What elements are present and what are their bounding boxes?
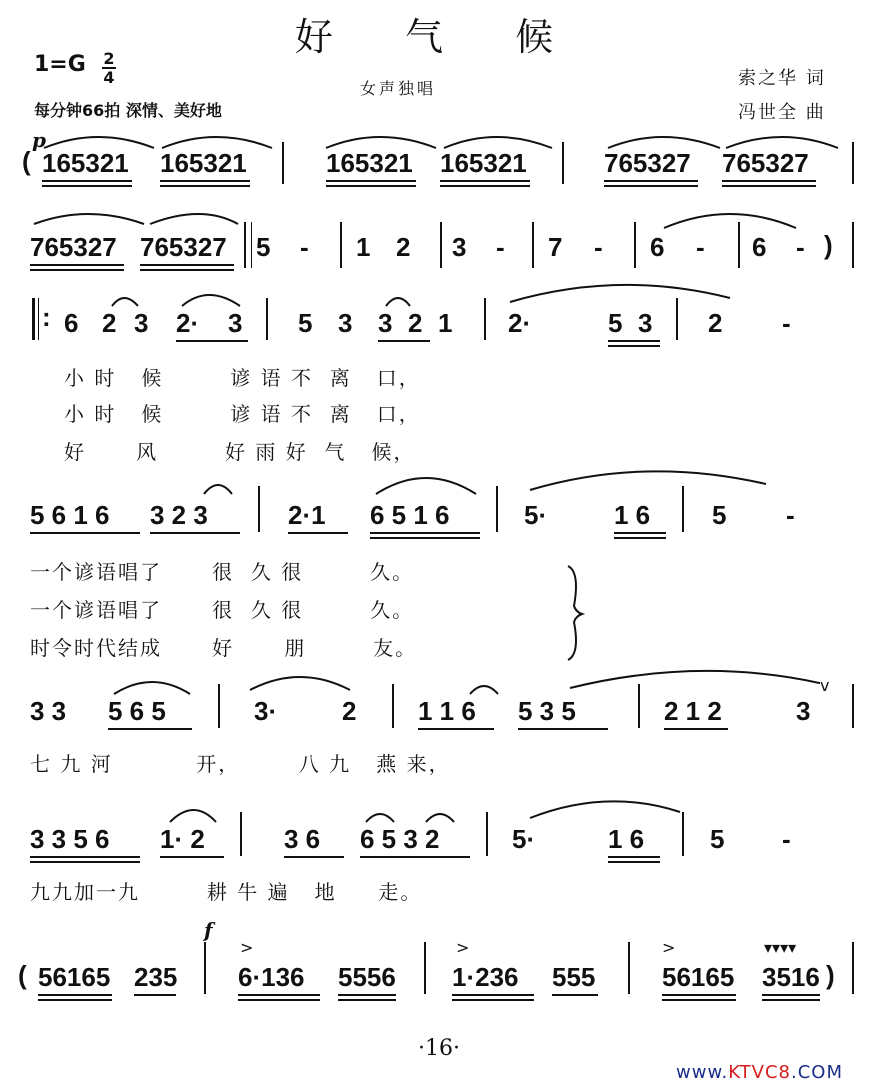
lyric-line: 小 时 候 谚 语 不 离 口， — [64, 402, 421, 426]
lyricist: 索之华 词 — [738, 68, 826, 89]
note-group: 165321 — [42, 148, 129, 178]
lyric-line: 一个谚语唱了 很 久 很 久。 — [30, 560, 415, 584]
note-group: 765327 — [604, 148, 691, 178]
note-group: 165321 — [326, 148, 413, 178]
lyric-line: 小 时 候 谚 语 不 离 口， — [64, 366, 421, 390]
composer: 冯世全 曲 — [738, 102, 826, 123]
dynamic-piano: p — [32, 128, 46, 152]
time-signature-top: 2 — [103, 49, 115, 68]
time-signature — [102, 50, 116, 86]
note-group: 765327 — [30, 232, 117, 262]
dynamic-forte: f — [204, 918, 213, 942]
lyric-line: 好 风 好 雨 好 气 候， — [64, 440, 416, 464]
slurs — [40, 126, 878, 152]
repeat-brace — [560, 562, 590, 662]
lyric-line: 七 九 河 开， 八 九 燕 来， — [30, 752, 451, 776]
tempo-marking: 每分钟66拍 深情、美好地 — [34, 101, 222, 120]
lyric-line: 时令时代结成 好 朋 友。 — [30, 636, 418, 660]
note-group: 765327 — [722, 148, 809, 178]
time-signature-bottom: 4 — [103, 68, 115, 87]
watermark: www.KTVC8.COM — [676, 1062, 843, 1083]
lyric-line: 九九加一九 耕 牛 遍 地 走。 — [30, 880, 423, 904]
key-signature: 1=G — [34, 52, 86, 77]
note-group: 765327 — [140, 232, 227, 262]
paren-open: ( — [22, 146, 31, 176]
note-group: 165321 — [160, 148, 247, 178]
note-group: 165321 — [440, 148, 527, 178]
song-title: 好 气 候 — [294, 15, 584, 59]
page-number: ·16· — [418, 1036, 460, 1061]
lyric-line: 一个谚语唱了 很 久 很 久。 — [30, 598, 415, 622]
performer: 女声独唱 — [360, 79, 437, 98]
